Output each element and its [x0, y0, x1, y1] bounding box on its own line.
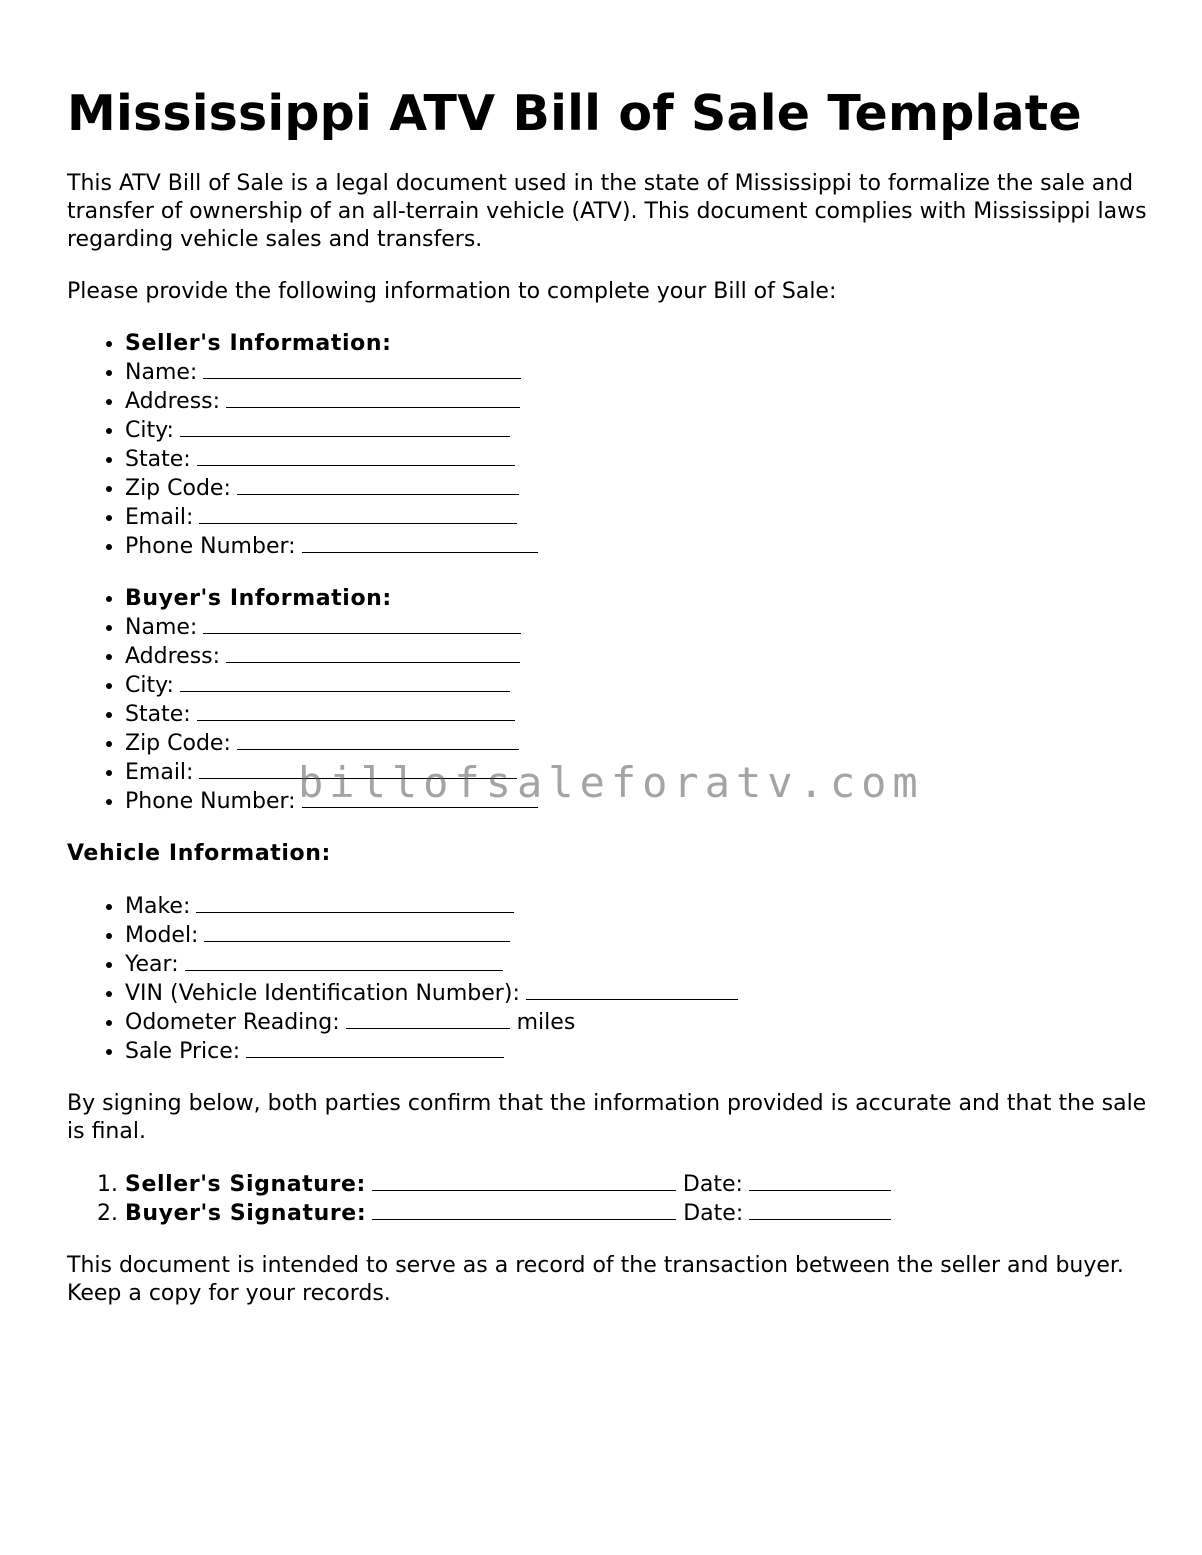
vehicle-price-field: • Sale Price: [125, 1037, 1147, 1066]
seller-phone-blank[interactable] [302, 532, 538, 553]
seller-address-blank[interactable] [226, 387, 520, 408]
document-page [67, 82, 1147, 1332]
buyer-zip-blank[interactable] [237, 729, 519, 750]
buyer-email-field: • Email: [125, 758, 1147, 787]
instruction-paragraph: Please provide the following information to complete your Bill of Sale: [67, 279, 837, 304]
seller-signature-blank[interactable] [372, 1170, 676, 1191]
seller-state-field: • State: [125, 445, 1147, 474]
seller-info-list [67, 330, 1147, 561]
buyer-name-blank[interactable] [203, 613, 521, 634]
buyer-address-field: • Address: [125, 642, 1147, 671]
seller-zip-field: • Zip Code: [125, 474, 1147, 503]
page-title: Mississippi ATV Bill of Sale Template [67, 85, 1082, 142]
buyer-state-field: • State: [125, 700, 1147, 729]
signature-list [67, 1170, 1147, 1228]
vehicle-year-blank[interactable] [185, 950, 503, 971]
seller-city-field: • City: [125, 416, 1147, 445]
vehicle-odometer-field: • Odometer Reading: miles [125, 1008, 1147, 1037]
buyer-phone-field: • Phone Number: [125, 787, 1147, 816]
seller-email-blank[interactable] [199, 503, 517, 524]
buyer-heading: • Buyer's Information: [125, 585, 1147, 613]
intro-paragraph: This ATV Bill of Sale is a legal document used in the state of Mississippi to formalize the sale and transfer of ownership of an all-terrain vehicle (ATV). This document complies with Mississippi laws regarding vehicle sales and transfers. [67, 171, 1147, 252]
seller-name-blank[interactable] [203, 358, 521, 379]
vehicle-vin-field: • VIN (Vehicle Identification Number): [125, 979, 1147, 1008]
vehicle-make-field: • Make: [125, 892, 1147, 921]
buyer-info-list [67, 585, 1147, 816]
buyer-signature-blank[interactable] [372, 1199, 676, 1220]
buyer-zip-field: • Zip Code: [125, 729, 1147, 758]
vehicle-info-list [67, 892, 1147, 1066]
seller-state-blank[interactable] [197, 445, 515, 466]
seller-heading: • Seller's Information: [125, 330, 1147, 358]
vehicle-make-blank[interactable] [196, 892, 514, 913]
buyer-phone-blank[interactable] [302, 787, 538, 808]
seller-name-field: • Name: [125, 358, 1147, 387]
buyer-name-field: • Name: [125, 613, 1147, 642]
vehicle-vin-blank[interactable] [526, 979, 738, 1000]
odometer-unit: miles [516, 1010, 576, 1035]
seller-zip-blank[interactable] [237, 474, 519, 495]
vehicle-model-blank[interactable] [204, 921, 510, 942]
buyer-address-blank[interactable] [226, 642, 520, 663]
seller-phone-field: • Phone Number: [125, 532, 1147, 561]
seller-email-field: • Email: [125, 503, 1147, 532]
seller-city-blank[interactable] [180, 416, 510, 437]
buyer-email-blank[interactable] [199, 758, 517, 779]
buyer-city-field: • City: [125, 671, 1147, 700]
seller-date-blank[interactable] [749, 1170, 891, 1191]
buyer-state-blank[interactable] [197, 700, 515, 721]
buyer-date-blank[interactable] [749, 1199, 891, 1220]
watermark: billofsaleforatv.com [298, 758, 924, 807]
buyer-city-blank[interactable] [180, 671, 510, 692]
vehicle-odometer-blank[interactable] [346, 1008, 510, 1029]
confirmation-paragraph: By signing below, both parties confirm that the information provided is accurate and that the sale is final. [67, 1091, 1147, 1144]
vehicle-model-field: • Model: [125, 921, 1147, 950]
closing-paragraph: This document is intended to serve as a record of the transaction between the seller and buyer. Keep a copy for your records. [67, 1253, 1124, 1306]
seller-address-field: • Address: [125, 387, 1147, 416]
seller-signature-line: 1. Seller's Signature: Date: [125, 1170, 1147, 1199]
vehicle-price-blank[interactable] [246, 1037, 504, 1058]
vehicle-heading: Vehicle Information: [67, 841, 331, 866]
vehicle-year-field: • Year: [125, 950, 1147, 979]
buyer-signature-line: 2. Buyer's Signature: Date: [125, 1199, 1147, 1228]
